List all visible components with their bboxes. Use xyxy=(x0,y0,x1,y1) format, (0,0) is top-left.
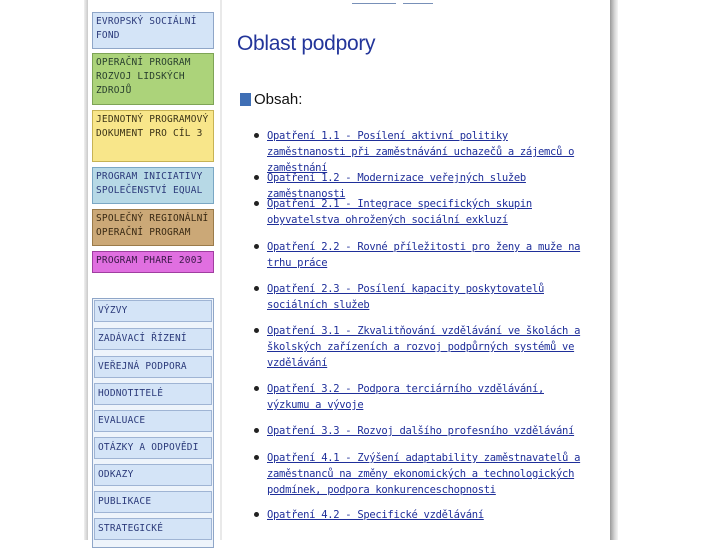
sidebar-item-esf[interactable]: EVROPSKÝ SOCIÁLNÍ FOND xyxy=(92,12,214,49)
sidebar xyxy=(88,0,220,540)
measure-link-2-3[interactable]: Opatření 2.3 - Posílení kapacity poskytovatelů sociálních služeb xyxy=(267,283,544,311)
sidebar-item-jpd3[interactable]: JEDNOTNÝ PROGRAMOVÝ DOKUMENT PRO CÍL 3 xyxy=(92,110,214,162)
top-tabs xyxy=(340,0,440,4)
bullet-icon xyxy=(254,328,259,333)
measure-link-4-2[interactable]: Opatření 4.2 - Specifické vzdělávání xyxy=(267,509,484,521)
sidebar-item-strategicke[interactable]: STRATEGICKÉ xyxy=(94,518,212,540)
top-tab-left[interactable] xyxy=(352,0,396,4)
bullet-icon xyxy=(254,133,259,138)
measure-link-2-2[interactable]: Opatření 2.2 - Rovné příležitosti pro ženy a muže na trhu práce xyxy=(267,241,581,269)
sidebar-divider xyxy=(220,0,222,540)
bullet-icon xyxy=(254,175,259,180)
square-bullet-icon xyxy=(240,93,251,106)
bullet-icon xyxy=(254,455,259,460)
sidebar-item-odkazy[interactable]: ODKAZY xyxy=(94,464,212,486)
sidebar-item-srop[interactable]: SPOLEČNÝ REGIONÁLNÍ OPERAČNÍ PROGRAM xyxy=(92,209,214,246)
sidebar-item-zadavaci-rizeni[interactable]: ZADÁVACÍ ŘÍZENÍ xyxy=(94,328,212,350)
page-right-shadow xyxy=(610,0,618,540)
sidebar-item-publikace[interactable]: PUBLIKACE xyxy=(94,491,212,513)
bullet-icon xyxy=(254,286,259,291)
bullet-icon xyxy=(254,512,259,517)
sidebar-item-equal[interactable]: PROGRAM INICIATIVY SPOLEČENSTVÍ EQUAL xyxy=(92,167,214,204)
sidebar-item-evaluace[interactable]: EVALUACE xyxy=(94,410,212,432)
measure-link-3-3[interactable]: Opatření 3.3 - Rozvoj dalšího profesního vzdělávání xyxy=(267,425,575,437)
measure-link-3-1[interactable]: Opatření 3.1 - Zkvalitňování vzdělávání ve školách a školských zařízeních a rozvoj podpůrných systémů ve vzdělávání xyxy=(267,325,581,369)
top-tab-right[interactable] xyxy=(403,0,433,4)
bullet-icon xyxy=(254,201,259,206)
contents-label: Obsah: xyxy=(254,91,303,108)
sidebar-item-vyzvy[interactable]: VÝZVY xyxy=(94,300,212,322)
measure-link-1-1[interactable]: Opatření 1.1 - Posílení aktivní politiky zaměstnanosti při zaměstnávání uchazečů a zájemců o zaměstnání xyxy=(267,130,575,174)
sidebar-item-hodnotitele[interactable]: HODNOTITELÉ xyxy=(94,383,212,405)
bullet-icon xyxy=(254,386,259,391)
sidebar-item-op-rlz[interactable]: OPERAČNÍ PROGRAM ROZVOJ LIDSKÝCH ZDROJŮ xyxy=(92,53,214,105)
contents-heading xyxy=(240,91,302,108)
sidebar-item-otazky[interactable]: OTÁZKY A ODPOVĚDI xyxy=(94,437,212,459)
measure-link-3-2[interactable]: Opatření 3.2 - Podpora terciárního vzdělávání, výzkumu a vývoje xyxy=(267,383,544,411)
measure-link-1-2[interactable]: Opatření 1.2 - Modernizace veřejných služeb zaměstnanosti xyxy=(267,172,526,200)
sidebar-item-phare[interactable]: PROGRAM PHARE 2003 xyxy=(92,251,214,273)
page-title: Oblast podpory xyxy=(237,32,376,55)
measure-link-4-1[interactable]: Opatření 4.1 - Zvýšení adaptability zaměstnavatelů a zaměstnanců na změny ekonomických a technologických podmínek, podpora konkurenceschopnosti xyxy=(267,452,581,496)
bullet-icon xyxy=(254,244,259,249)
sidebar-item-verejna-podpora[interactable]: VEŘEJNÁ PODPORA xyxy=(94,356,212,378)
measure-link-2-1[interactable]: Opatření 2.1 - Integrace specifických skupin obyvatelstva ohrožených sociální exkluzí xyxy=(267,198,532,226)
bullet-icon xyxy=(254,428,259,433)
